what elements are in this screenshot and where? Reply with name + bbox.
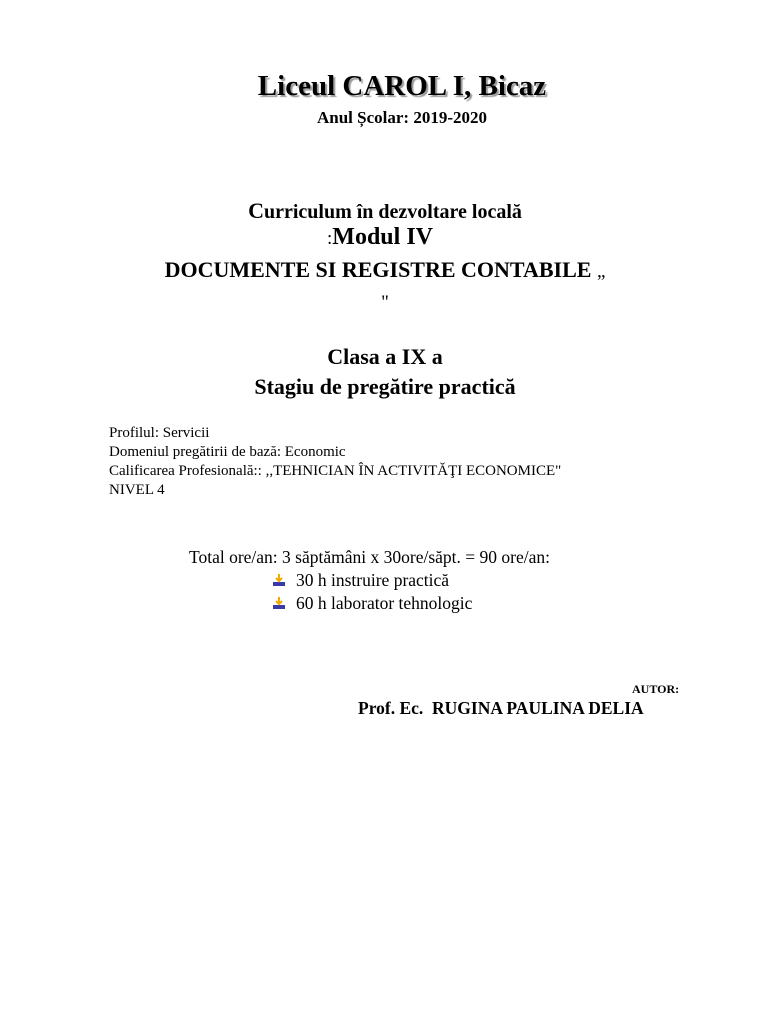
arrow-box-bullet-icon xyxy=(272,596,286,610)
curriculum-first-letter: C xyxy=(248,198,264,223)
school-year: Anul Școlar: 2019-2020 xyxy=(317,108,487,127)
modul-prefix: : xyxy=(327,228,333,249)
author-name: Prof. Ec. RUGINA PAULINA DELIA xyxy=(358,698,644,718)
stage-heading: Stagiu de pregătire practică xyxy=(254,374,516,399)
modul-label: Modul IV xyxy=(332,224,433,250)
profile-line: Profilul: Servicii xyxy=(109,425,210,441)
level-line: NIVEL 4 xyxy=(109,482,165,498)
class-heading: Clasa a IX a xyxy=(327,344,443,369)
module-close-quote: " xyxy=(381,292,389,313)
module-title xyxy=(0,257,768,283)
school-title: Liceul CAROL I, Bicaz xyxy=(257,70,547,102)
modul-heading xyxy=(0,224,760,251)
qualification-line: Calificarea Profesională:: ,,TEHNICIAN ÎN ACTIVITĂŢI ECONOMICE" xyxy=(109,463,562,479)
bullet-item-practice xyxy=(272,570,449,591)
arrow-box-bullet-icon xyxy=(272,573,286,587)
author-label: AUTOR: xyxy=(632,682,680,696)
bullet-item-laboratory xyxy=(272,593,472,614)
total-hours-line: Total ore/an: 3 săptămâni x 30ore/săpt. = 90 ore/an: xyxy=(189,547,550,567)
module-open-quote: „ xyxy=(596,261,606,282)
bullet-item-label: 30 h instruire practică xyxy=(296,570,450,590)
module-title-text: DOCUMENTE SI REGISTRE CONTABILE xyxy=(164,257,592,282)
domain-line: Domeniul pregătirii de bază: Economic xyxy=(109,444,346,460)
bullet-item-label: 60 h laborator tehnologic xyxy=(296,593,473,613)
curriculum-heading xyxy=(0,198,768,224)
curriculum-heading-rest: urriculum în dezvoltare locală xyxy=(263,201,522,223)
